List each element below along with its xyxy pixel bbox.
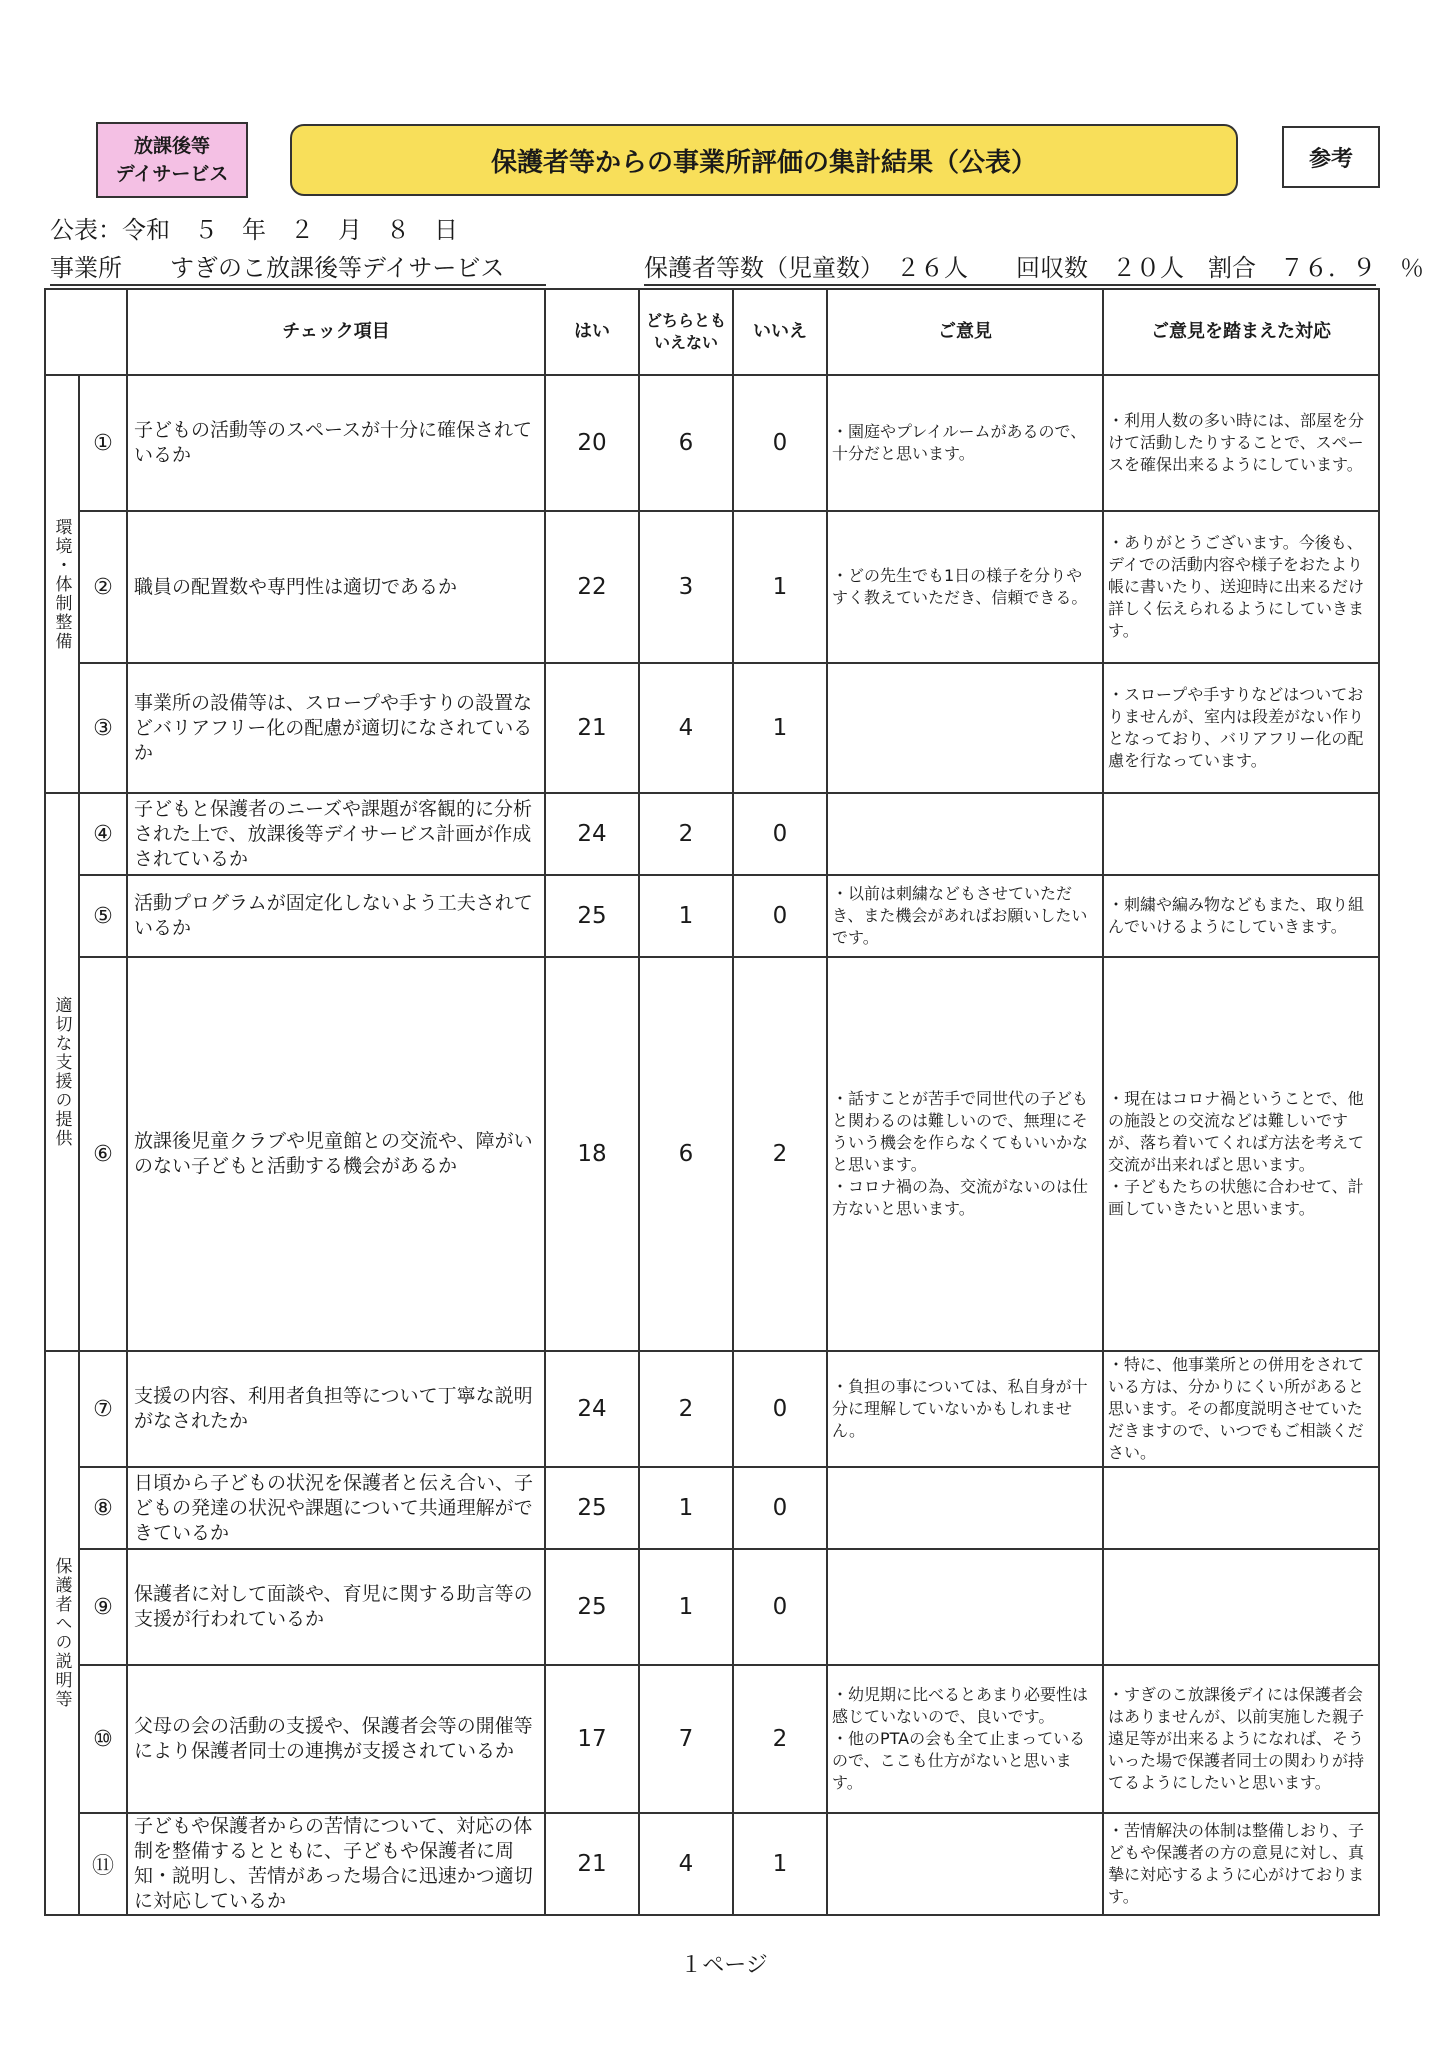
header-yes: はい <box>545 289 639 375</box>
table-row <box>45 875 1379 957</box>
check-item: 父母の会の活動の支援や、保護者会等の開催等により保護者同士の連携が支援されているか <box>127 1665 545 1813</box>
publish-date: 公表：令和 ５ 年 ２ 月 ８ 日 <box>50 216 458 244</box>
opinion-cell: ・以前は刺繍などもさせていただき、また機会があればお願いしたいです。 <box>827 875 1103 957</box>
response-cell: ・特に、他事業所との併用をされている方は、分かりにくい所があると思います。その都度説明させていただきますので、いつでもご相談ください。 <box>1103 1351 1379 1467</box>
count-neither: 6 <box>639 375 733 511</box>
header-blank <box>45 289 127 375</box>
response-cell <box>1103 793 1379 875</box>
item-number: ⑦ <box>79 1351 127 1467</box>
page-number: １ページ <box>680 1953 768 1978</box>
count-yes: 25 <box>545 1467 639 1549</box>
check-item: 支援の内容、利用者負担等について丁寧な説明がなされたか <box>127 1351 545 1467</box>
count-no: 2 <box>733 1665 827 1813</box>
opinion-cell <box>827 1549 1103 1665</box>
count-neither: 2 <box>639 1351 733 1467</box>
document-title: 保護者等からの事業所評価の集計結果（公表） <box>290 124 1238 196</box>
count-neither: 4 <box>639 1813 733 1915</box>
opinion-cell: ・どの先生でも1日の様子を分りやすく教えていただき、信頼できる。 <box>827 511 1103 663</box>
item-number: ② <box>79 511 127 663</box>
table-row <box>45 1665 1379 1813</box>
check-item: 放課後児童クラブや児童館との交流や、障がいのない子どもと活動する機会があるか <box>127 957 545 1351</box>
count-no: 0 <box>733 1351 827 1467</box>
count-yes: 22 <box>545 511 639 663</box>
count-yes: 20 <box>545 375 639 511</box>
count-no: 0 <box>733 1467 827 1549</box>
check-item: 子どもの活動等のスペースが十分に確保されているか <box>127 375 545 511</box>
item-number: ⑥ <box>79 957 127 1351</box>
count-yes: 25 <box>545 875 639 957</box>
table-row <box>45 793 1379 875</box>
reference-label: 参考 <box>1282 126 1380 188</box>
count-no: 0 <box>733 375 827 511</box>
survey-stats: 保護者等数（児童数） ２６人 回収数 ２０人 割合 ７６．９ ％ <box>644 248 1376 286</box>
count-yes: 25 <box>545 1549 639 1665</box>
check-item: 職員の配置数や専門性は適切であるか <box>127 511 545 663</box>
table-row <box>45 1813 1379 1915</box>
check-item: 活動プログラムが固定化しないよう工夫されているか <box>127 875 545 957</box>
opinion-cell: ・負担の事については、私自身が十分に理解していないかもしれません。 <box>827 1351 1103 1467</box>
item-number: ⑧ <box>79 1467 127 1549</box>
opinion-cell <box>827 1813 1103 1915</box>
count-no: 1 <box>733 663 827 793</box>
header-check-item: チェック項目 <box>127 289 545 375</box>
opinion-cell <box>827 793 1103 875</box>
count-no: 1 <box>733 511 827 663</box>
count-yes: 21 <box>545 663 639 793</box>
response-cell: ・すぎのこ放課後デイには保護者会はありませんが、以前実施した親子遠足等が出来るようになれば、そういった場で保護者同士の関わりが持てるようにしたいと思います。 <box>1103 1665 1379 1813</box>
response-cell: ・スロープや手すりなどはついておりませんが、室内は段差がない作りとなっており、バリアフリー化の配慮を行なっています。 <box>1103 663 1379 793</box>
response-cell <box>1103 1467 1379 1549</box>
count-yes: 18 <box>545 957 639 1351</box>
header-opinion: ご意見 <box>827 289 1103 375</box>
count-no: 1 <box>733 1813 827 1915</box>
count-no: 0 <box>733 875 827 957</box>
badge-line-1: 放課後等 <box>133 135 210 157</box>
category-label: 保護者への説明等 <box>45 1351 79 1915</box>
count-yes: 17 <box>545 1665 639 1813</box>
item-number: ⑨ <box>79 1549 127 1665</box>
item-number: ① <box>79 375 127 511</box>
response-cell: ・苦情解決の体制は整備しおり、子どもや保護者の方の意見に対し、真摯に対応するように心がけております。 <box>1103 1813 1379 1915</box>
opinion-cell <box>827 663 1103 793</box>
category-label: 適切な支援の提供 <box>45 793 79 1351</box>
item-number: ③ <box>79 663 127 793</box>
category-label: 環境・体制整備 <box>45 375 79 793</box>
service-type-badge <box>96 122 248 198</box>
response-cell: ・ありがとうございます。今後も、デイでの活動内容や様子をおたより帳に書いたり、送迎時に出来るだけ詳しく伝えられるようにしていきます。 <box>1103 511 1379 663</box>
evaluation-table <box>44 288 1380 1916</box>
check-item: 事業所の設備等は、スロープや手すりの設置などバリアフリー化の配慮が適切になされているか <box>127 663 545 793</box>
count-neither: 3 <box>639 511 733 663</box>
check-item: 子どもや保護者からの苦情について、対応の体制を整備するとともに、子どもや保護者に周知・説明し、苦情があった場合に迅速かつ適切に対応しているか <box>127 1813 545 1915</box>
header-no: いいえ <box>733 289 827 375</box>
header-response: ご意見を踏まえた対応 <box>1103 289 1379 375</box>
count-yes: 24 <box>545 793 639 875</box>
table-row <box>45 375 1379 511</box>
response-cell: ・利用人数の多い時には、部屋を分けて活動したりすることで、スペースを確保出来るようにしています。 <box>1103 375 1379 511</box>
table-row <box>45 1351 1379 1467</box>
count-neither: 6 <box>639 957 733 1351</box>
header-neither: どちらとも いえない <box>639 289 733 375</box>
item-number: ⑩ <box>79 1665 127 1813</box>
count-neither: 2 <box>639 793 733 875</box>
count-neither: 1 <box>639 1467 733 1549</box>
response-cell: ・刺繍や編み物などもまた、取り組んでいけるようにしていきます。 <box>1103 875 1379 957</box>
office-name: 事業所 すぎのこ放課後等デイサービス <box>50 248 546 286</box>
check-item: 子どもと保護者のニーズや課題が客観的に分析された上で、放課後等デイサービス計画が作成されているか <box>127 793 545 875</box>
count-neither: 1 <box>639 875 733 957</box>
table-row <box>45 511 1379 663</box>
count-no: 0 <box>733 793 827 875</box>
count-yes: 21 <box>545 1813 639 1915</box>
count-neither: 1 <box>639 1549 733 1665</box>
count-yes: 24 <box>545 1351 639 1467</box>
count-no: 0 <box>733 1549 827 1665</box>
table-row <box>45 1467 1379 1549</box>
check-item: 日頃から子どもの状況を保護者と伝え合い、子どもの発達の状況や課題について共通理解ができているか <box>127 1467 545 1549</box>
table-row <box>45 663 1379 793</box>
opinion-cell: ・幼児期に比べるとあまり必要性は感じていないので、良いです。 ・他のPTAの会も全て止まっているので、ここも仕方がないと思います。 <box>827 1665 1103 1813</box>
table-header-row <box>45 289 1379 375</box>
response-cell: ・現在はコロナ禍ということで、他の施設との交流などは難しいですが、落ち着いてくれば方法を考えて交流が出来ればと思います。 ・子どもたちの状態に合わせて、計画していきたいと思います。 <box>1103 957 1379 1351</box>
opinion-cell <box>827 1467 1103 1549</box>
item-number: ④ <box>79 793 127 875</box>
opinion-cell: ・園庭やプレイルームがあるので、十分だと思います。 <box>827 375 1103 511</box>
response-cell <box>1103 1549 1379 1665</box>
check-item: 保護者に対して面談や、育児に関する助言等の支援が行われているか <box>127 1549 545 1665</box>
table-row <box>45 1549 1379 1665</box>
opinion-cell: ・話すことが苦手で同世代の子どもと関わるのは難しいので、無理にそういう機会を作らなくてもいいかなと思います。 ・コロナ禍の為、交流がないのは仕方ないと思います。 <box>827 957 1103 1351</box>
item-number: ⑪ <box>79 1813 127 1915</box>
count-neither: 7 <box>639 1665 733 1813</box>
count-no: 2 <box>733 957 827 1351</box>
badge-line-2: デイサービス <box>115 163 229 185</box>
count-neither: 4 <box>639 663 733 793</box>
table-row <box>45 957 1379 1351</box>
item-number: ⑤ <box>79 875 127 957</box>
